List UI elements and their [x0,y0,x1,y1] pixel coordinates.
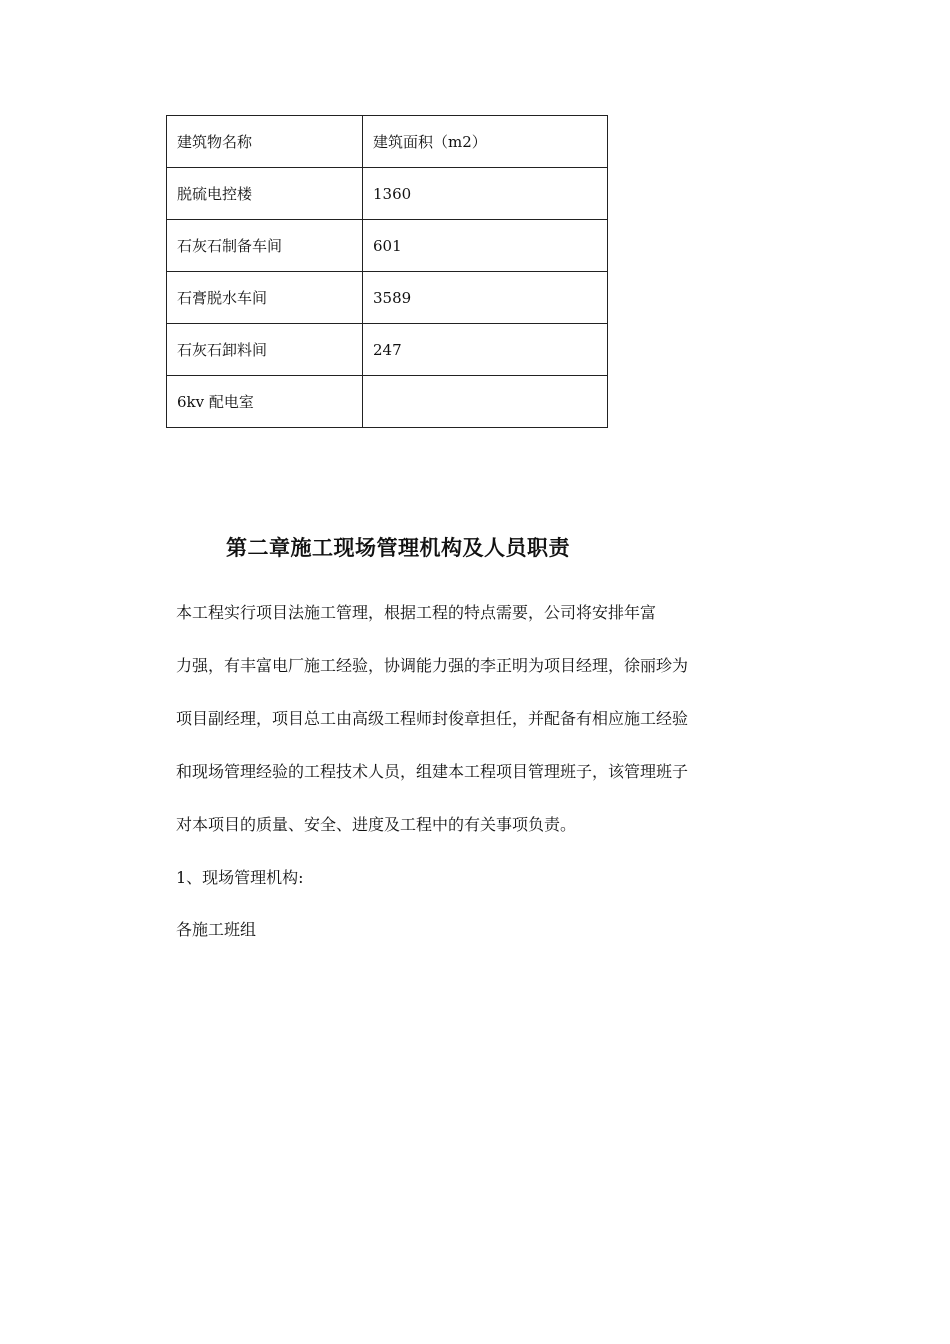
cell-building-area: 3589 [363,272,608,324]
chapter-title: 第二章施工现场管理机构及人员职责 [226,536,570,560]
table-header-row [167,116,608,168]
paragraph-line: 对本项目的质量、安全、进度及工程中的有关事项负责。 [176,815,577,834]
cell-building-name: 脱硫电控楼 [167,168,363,220]
building-area-table [166,115,608,428]
header-building-area: 建筑面积（m2） [363,116,608,168]
cell-building-area [363,376,608,428]
cell-building-area: 247 [363,324,608,376]
cell-building-area: 1360 [363,168,608,220]
section-item: 各施工班组 [176,920,257,939]
cell-building-name: 石灰石制备车间 [167,220,363,272]
paragraph-line: 力强，有丰富电厂施工经验，协调能力强的李正明为项目经理，徐丽珍为 [176,656,689,675]
cell-building-area: 601 [363,220,608,272]
table-row [167,168,608,220]
paragraph-line: 和现场管理经验的工程技术人员，组建本工程项目管理班子，该管理班子 [176,762,689,781]
header-building-name: 建筑物名称 [167,116,363,168]
table-row [167,272,608,324]
paragraph-line: 项目副经理，项目总工由高级工程师封俊章担任，并配备有相应施工经验 [176,709,689,728]
table-row [167,376,608,428]
cell-building-name: 石灰石卸料间 [167,324,363,376]
section-heading: 1、现场管理机构: [176,868,304,887]
cell-building-name: 石膏脱水车间 [167,272,363,324]
table-row [167,324,608,376]
paragraph-line: 本工程实行项目法施工管理，根据工程的特点需要，公司将安排年富 [176,603,657,622]
cell-building-name: 6kv 配电室 [167,376,363,428]
table-row [167,220,608,272]
